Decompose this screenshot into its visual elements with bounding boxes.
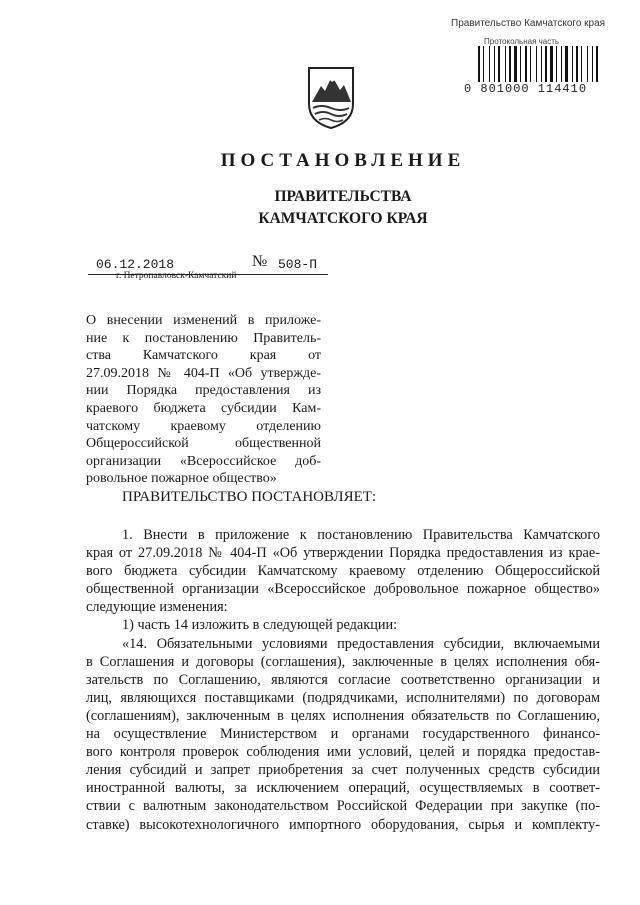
barcode-bar [498, 46, 500, 82]
body-line: следующие изменения: [86, 599, 228, 616]
subject-line: ства Камчатского края от [86, 348, 321, 364]
barcode-bar [563, 46, 564, 82]
barcode-bar [579, 46, 580, 82]
barcode-bar [491, 46, 493, 82]
document-number: 508-П [278, 257, 318, 272]
barcode-bar [532, 46, 535, 82]
barcode-bar [538, 46, 540, 82]
number-sign: № [252, 253, 268, 270]
subject-line: ровольное пожарное общество» [86, 471, 277, 487]
barcode-bar [489, 46, 490, 82]
document-title: ПОСТАНОВЛЕНИЕ [220, 150, 466, 171]
barcode-bar [572, 46, 573, 82]
barcode-bar [485, 46, 488, 82]
barcode-number: 0 801000 114410 [464, 82, 588, 96]
document-subject [86, 312, 321, 488]
barcode-bar [596, 46, 598, 82]
barcode-bar [509, 46, 511, 82]
document-body [86, 526, 600, 834]
body-line: ления субсидий и запрет приобретения за счет полученных средств субсидии [86, 762, 600, 779]
body-line: 1) часть 14 изложить в следующей редакции: [122, 617, 398, 634]
barcode-bar [587, 46, 588, 82]
barcode-bar [522, 46, 524, 82]
barcode-bar [545, 46, 547, 82]
barcode [478, 46, 618, 82]
barcode-bar [478, 46, 480, 82]
subject-line: Общероссийской общественной [86, 436, 321, 452]
barcode-bar [481, 46, 482, 82]
barcode-bar [520, 46, 521, 82]
barcode-bar [581, 46, 582, 82]
subject-line: 27.09.2018 № 404-П «Об утвержде- [86, 365, 321, 381]
barcode-bar [507, 46, 508, 82]
barcode-bar [525, 46, 527, 82]
barcode-bar [576, 46, 578, 82]
subject-line: ние к постановлению Правитель- [86, 330, 321, 346]
resolution-heading: ПРАВИТЕЛЬСТВО ПОСТАНОВЛЯЕТ: [122, 489, 377, 505]
barcode-bar [483, 46, 484, 82]
barcode-bar [543, 46, 544, 82]
issuer-heading [0, 186, 640, 230]
barcode-bar [548, 46, 549, 82]
subject-line: организации «Всероссийское доб- [86, 453, 321, 469]
issue-city: г. Петропавловск-Камчатский [116, 271, 237, 281]
body-line: «14. Обязательными условиями предоставления субсидии, включаемыми [122, 635, 600, 652]
subject-line: краевого бюджета субсидии Кам- [86, 400, 321, 416]
barcode-bar [561, 46, 562, 82]
barcode-bar [501, 46, 504, 82]
kamchatka-coat-of-arms-icon [305, 64, 357, 130]
barcode-bar [554, 46, 555, 82]
body-line: вого контроля проверок соблюдения ими условий, целей и порядка предостав- [86, 744, 600, 761]
body-line: 1. Внести в приложение к постановлению Правительства Камчатского [122, 527, 600, 543]
barcode-bar [592, 46, 593, 82]
registry-stamp-subtext: Протокольная часть [484, 37, 560, 46]
document-date: 06.12.2018 [96, 257, 175, 272]
barcode-bar [569, 46, 571, 82]
barcode-bar [550, 46, 553, 82]
body-line: на осуществление Министерством и органами государственного финансо- [86, 726, 600, 743]
body-line: края от 27.09.2018 № 404-П «Об утверждении Порядка предоставления из крае- [86, 545, 600, 562]
body-line: лиц, являющихся поставщиками (подрядчиками, исполнителями) по договорам [86, 689, 600, 706]
barcode-bar [530, 46, 531, 82]
barcode-bar [594, 46, 595, 82]
subject-line: нии Порядка предоставления из [86, 383, 321, 399]
barcode-bar [536, 46, 537, 82]
barcode-bar [496, 46, 497, 82]
body-line: зательств по Соглашению, являются согласие соответственно организации и [86, 671, 600, 688]
subject-line: чатскому краевому отделению [86, 418, 321, 434]
barcode-bar [505, 46, 506, 82]
barcode-bar [599, 46, 602, 82]
body-line: ствии с валютным законодательством Российской Федерации при закупке (по- [86, 798, 600, 815]
barcode-bar [583, 46, 586, 82]
barcode-bar [494, 46, 495, 82]
body-line: в Соглашения и договоры (соглашения), заключенные в целях исполнения обя- [86, 653, 600, 670]
subject-line: О внесении изменений в приложе- [86, 313, 321, 328]
barcode-bar [574, 46, 575, 82]
body-line: (соглашениям), заключенным в целях исполнения обязательств по Соглашению, [86, 707, 600, 724]
barcode-bar [558, 46, 560, 82]
body-line: общественной организации «Всероссийское добровольное пожарное общество» [86, 581, 600, 598]
barcode-bar [514, 46, 517, 82]
registry-stamp-text: Правительство Камчатского края [451, 18, 606, 29]
barcode-bar [541, 46, 542, 82]
barcode-bar [556, 46, 557, 82]
body-line: иностранной валюты, за исключением операций, осуществляемых в соответ- [86, 780, 600, 797]
body-line: вого бюджета субсидии Камчатскому краевому отделению Общероссийской [86, 563, 600, 580]
issuer-line-1: ПРАВИТЕЛЬСТВА [274, 188, 412, 205]
barcode-bar [589, 46, 591, 82]
barcode-bar [565, 46, 568, 82]
body-line: ставке) высокотехнологичного импортного оборудования, сырья и комплекту- [86, 816, 600, 833]
barcode-bar [518, 46, 519, 82]
barcode-bar [512, 46, 513, 82]
issuer-line-2: КАМЧАТСКОГО КРАЯ [258, 210, 428, 227]
barcode-bar [528, 46, 529, 82]
